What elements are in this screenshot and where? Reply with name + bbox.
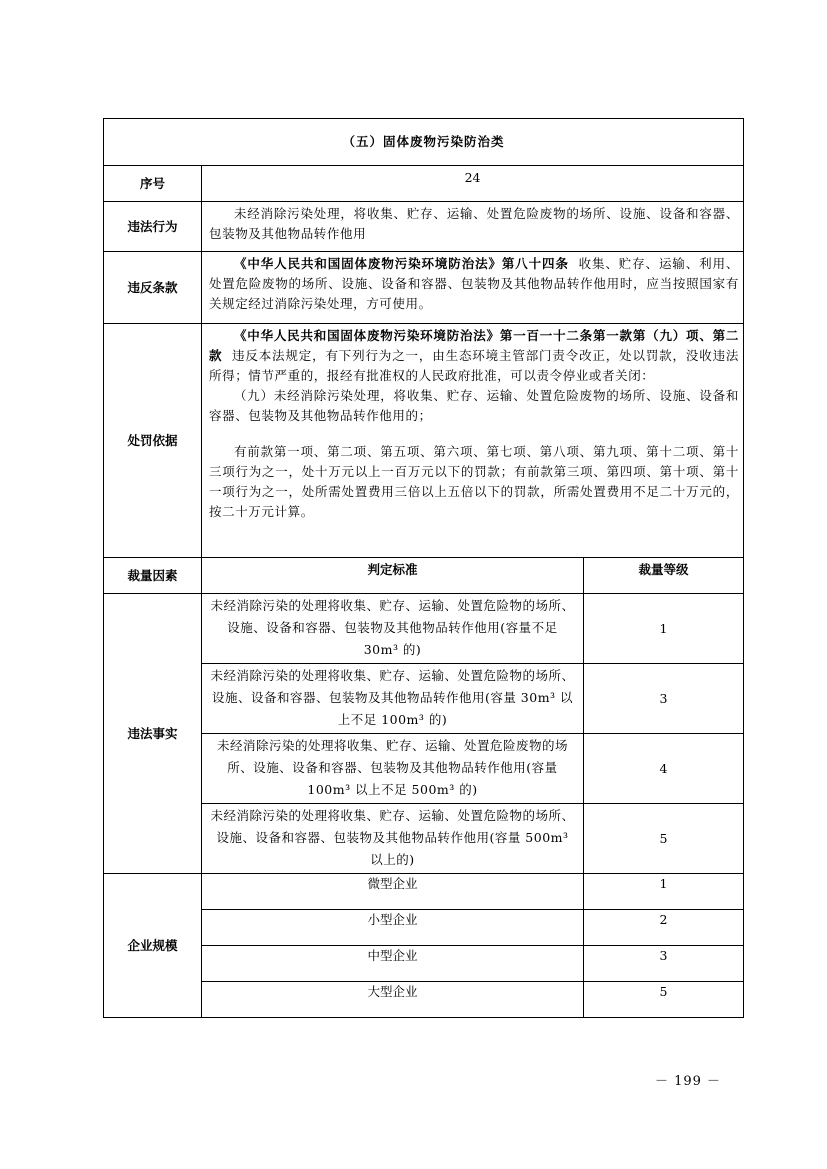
clause-law: 《中华人民共和国固体废物污染环境防治法》第八十四条	[234, 256, 569, 271]
table-title: （五）固体废物污染防治类	[104, 119, 744, 166]
violation-text: 未经消除污染处理，将收集、贮存、运输、处置危险废物的场所、设施、设备和容器、包装物及其他物品转作他用	[209, 206, 740, 241]
scale-grade-3: 3	[584, 946, 744, 982]
fact-grade-1: 1	[584, 594, 744, 664]
basis-item9: （九）未经消除污染处理，将收集、贮存、运输、处置危险废物的场所、设施、设备和容器、包装物及其他物品转作他用的；	[209, 388, 740, 423]
clause-cell	[202, 252, 744, 324]
scale-name-3: 中型企业	[202, 946, 584, 982]
page-number: － 199 －	[654, 1074, 722, 1089]
header-standard: 判定标准	[202, 558, 584, 594]
fact-standard-1: 未经消除污染的处理将收集、贮存、运输、处置危险物的场所、设施、设备和容器、包装物及其他物品转作他用(容量不足 30m³ 的)	[202, 594, 584, 664]
scale-name-1: 微型企业	[202, 874, 584, 910]
fact-standard-2: 未经消除污染的处理将收集、贮存、运输、处置危险物的场所、设施、设备和容器、包装物及其他物品转作他用(容量 30m³ 以上不足 100m³ 的)	[202, 664, 584, 734]
violation-cell	[202, 202, 744, 252]
clause-text: 收集、贮存、运输、利用、处置危险废物的场所、设施、设备和容器、包装物及其他物品转作他用时，应当按照国家有关规定经过消除污染处理，方可使用。	[209, 256, 740, 311]
serial-label: 序号	[104, 166, 202, 202]
scale-grade-2: 2	[584, 910, 744, 946]
basis-text: 违反本法规定，有下列行为之一，由生态环境主管部门责令改正，处以罚款，没收违法所得；情节严重的，报经有批准权的人民政府批准，可以责令停业或者关闭：	[209, 348, 740, 383]
fact-grade-2: 3	[584, 664, 744, 734]
basis-para2: 有前款第一项、第二项、第五项、第六项、第七项、第八项、第九项、第十二项、第十三项行为之一，处十万元以上一百万元以下的罚款；有前款第三项、第四项、第十项、第十一项行为之一，处所需处置费用三倍以上五倍以下的罚款，所需处置费用不足二十万元的，按二十万元计算。	[209, 444, 740, 519]
scale-name-4: 大型企业	[202, 982, 584, 1018]
basis-cell	[202, 324, 744, 558]
serial-value: 24	[202, 166, 744, 202]
fact-standard-4: 未经消除污染的处理将收集、贮存、运输、处置危险物的场所、设施、设备和容器、包装物及其他物品转作他用(容量 500m³ 以上的)	[202, 804, 584, 874]
scale-label: 企业规模	[104, 874, 202, 1018]
basis-label: 处罚依据	[104, 324, 202, 558]
discretion-table	[103, 118, 744, 1018]
violation-label: 违法行为	[104, 202, 202, 252]
fact-grade-3: 4	[584, 734, 744, 804]
facts-label: 违法事实	[104, 594, 202, 874]
header-grade: 裁量等级	[584, 558, 744, 594]
scale-name-2: 小型企业	[202, 910, 584, 946]
fact-standard-3: 未经消除污染的处理将收集、贮存、运输、处置危险废物的场所、设施、设备和容器、包装物及其他物品转作他用(容量 100m³ 以上不足 500m³ 的)	[202, 734, 584, 804]
scale-grade-4: 5	[584, 982, 744, 1018]
header-factor: 裁量因素	[104, 558, 202, 594]
basis-law: 《中华人民共和国固体废物污染环境防治法》第一百一十二条第一款第（九）项、第二款	[209, 328, 740, 363]
scale-grade-1: 1	[584, 874, 744, 910]
clause-label: 违反条款	[104, 252, 202, 324]
fact-grade-4: 5	[584, 804, 744, 874]
